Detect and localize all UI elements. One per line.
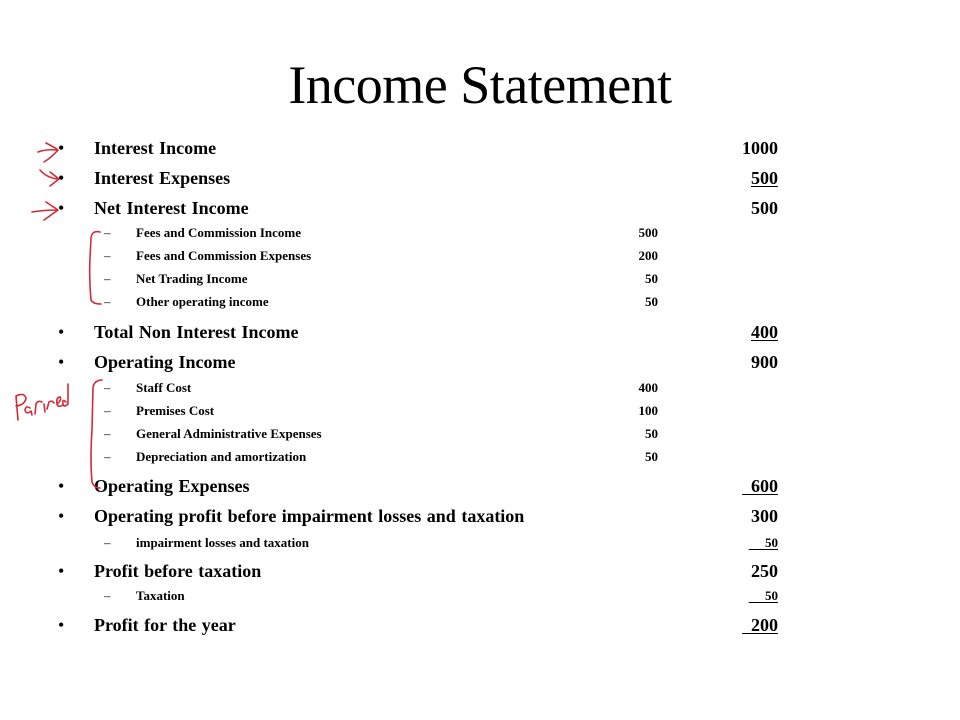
dash: – [104, 588, 111, 603]
line-item-total-non-interest-income [0, 320, 960, 344]
line-item-amount: 250 [751, 561, 778, 581]
bullet: • [58, 476, 65, 496]
bullet: • [58, 168, 65, 188]
dash: – [104, 380, 111, 395]
sub-item-staff-cost [0, 378, 960, 402]
line-item-label: Interest Expenses [94, 168, 231, 188]
bullet: • [58, 198, 65, 218]
sub-item-amount: 50 [748, 588, 778, 603]
sub-item-net-trading-income [0, 269, 960, 293]
line-item-net-interest-income [0, 196, 960, 220]
sub-item-general-admin-expenses [0, 424, 960, 448]
line-item-profit-for-the-year [0, 613, 960, 637]
sub-item-label: Other operating income [136, 294, 269, 309]
sub-item-label: Staff Cost [136, 380, 192, 395]
bullet: • [58, 352, 65, 372]
sub-item-amount: 50 [748, 535, 778, 550]
sub-item-amount: 50 [645, 426, 658, 441]
line-item-label: Operating profit before impairment losses and taxation [94, 506, 525, 526]
sub-item-amount: 400 [638, 380, 658, 395]
sub-item-amount: 500 [638, 225, 658, 240]
line-item-amount: 500 [751, 198, 778, 218]
bullet: • [58, 615, 65, 635]
line-item-operating-expenses [0, 474, 960, 498]
line-item-label: Total Non Interest Income [94, 322, 299, 342]
sub-item-other-operating-income [0, 292, 960, 316]
dash: – [104, 248, 111, 263]
dash: – [104, 426, 111, 441]
sub-item-amount: 50 [645, 271, 658, 286]
sub-item-amount: 100 [638, 403, 658, 418]
line-item-amount: 200 [742, 615, 778, 635]
sub-item-label: impairment losses and taxation [136, 535, 309, 550]
line-item-amount: 300 [751, 506, 778, 526]
bullet: • [58, 506, 65, 526]
line-item-amount: 600 [742, 476, 778, 496]
sub-item-amount: 200 [638, 248, 658, 263]
sub-item-premises-cost [0, 401, 960, 425]
sub-item-label: Premises Cost [136, 403, 215, 418]
line-item-amount: 1000 [742, 138, 778, 158]
sub-item-label: General Administrative Expenses [136, 426, 322, 441]
sub-item-label: Net Trading Income [136, 271, 248, 286]
line-item-label: Interest Income [94, 138, 217, 158]
line-item-amount: 400 [751, 322, 778, 342]
line-item-interest-income [0, 136, 960, 160]
dash: – [104, 225, 111, 240]
sub-item-depreciation-amortization [0, 447, 960, 471]
line-item-amount: 500 [751, 168, 778, 188]
line-item-label: Operating Income [94, 352, 236, 372]
line-item-operating-profit [0, 504, 960, 528]
sub-item-amount: 50 [645, 449, 658, 464]
bullet: • [58, 138, 65, 158]
sub-item-label: Fees and Commission Income [136, 225, 302, 240]
sub-item-label: Taxation [136, 588, 185, 603]
sub-item-fees-commission-expenses [0, 246, 960, 270]
line-item-label: Profit before taxation [94, 561, 262, 581]
sub-item-amount: 50 [645, 294, 658, 309]
dash: – [104, 535, 111, 550]
sub-item-label: Depreciation and amortization [136, 449, 307, 464]
line-item-interest-expenses [0, 166, 960, 190]
dash: – [104, 294, 111, 309]
sub-item-fees-commission-income [0, 223, 960, 247]
line-item-profit-before-taxation [0, 559, 960, 583]
sub-item-label: Fees and Commission Expenses [136, 248, 312, 263]
line-item-label: Operating Expenses [94, 476, 250, 496]
line-item-label: Net Interest Income [94, 198, 249, 218]
dash: – [104, 449, 111, 464]
line-item-label: Profit for the year [94, 615, 236, 635]
bullet: • [58, 322, 65, 342]
dash: – [104, 271, 111, 286]
bullet: • [58, 561, 65, 581]
line-item-amount: 900 [751, 352, 778, 372]
page-title: Income Statement [288, 55, 672, 115]
sub-item-impairment-taxation [0, 533, 960, 557]
line-item-operating-income [0, 350, 960, 374]
sub-item-taxation [0, 586, 960, 610]
dash: – [104, 403, 111, 418]
